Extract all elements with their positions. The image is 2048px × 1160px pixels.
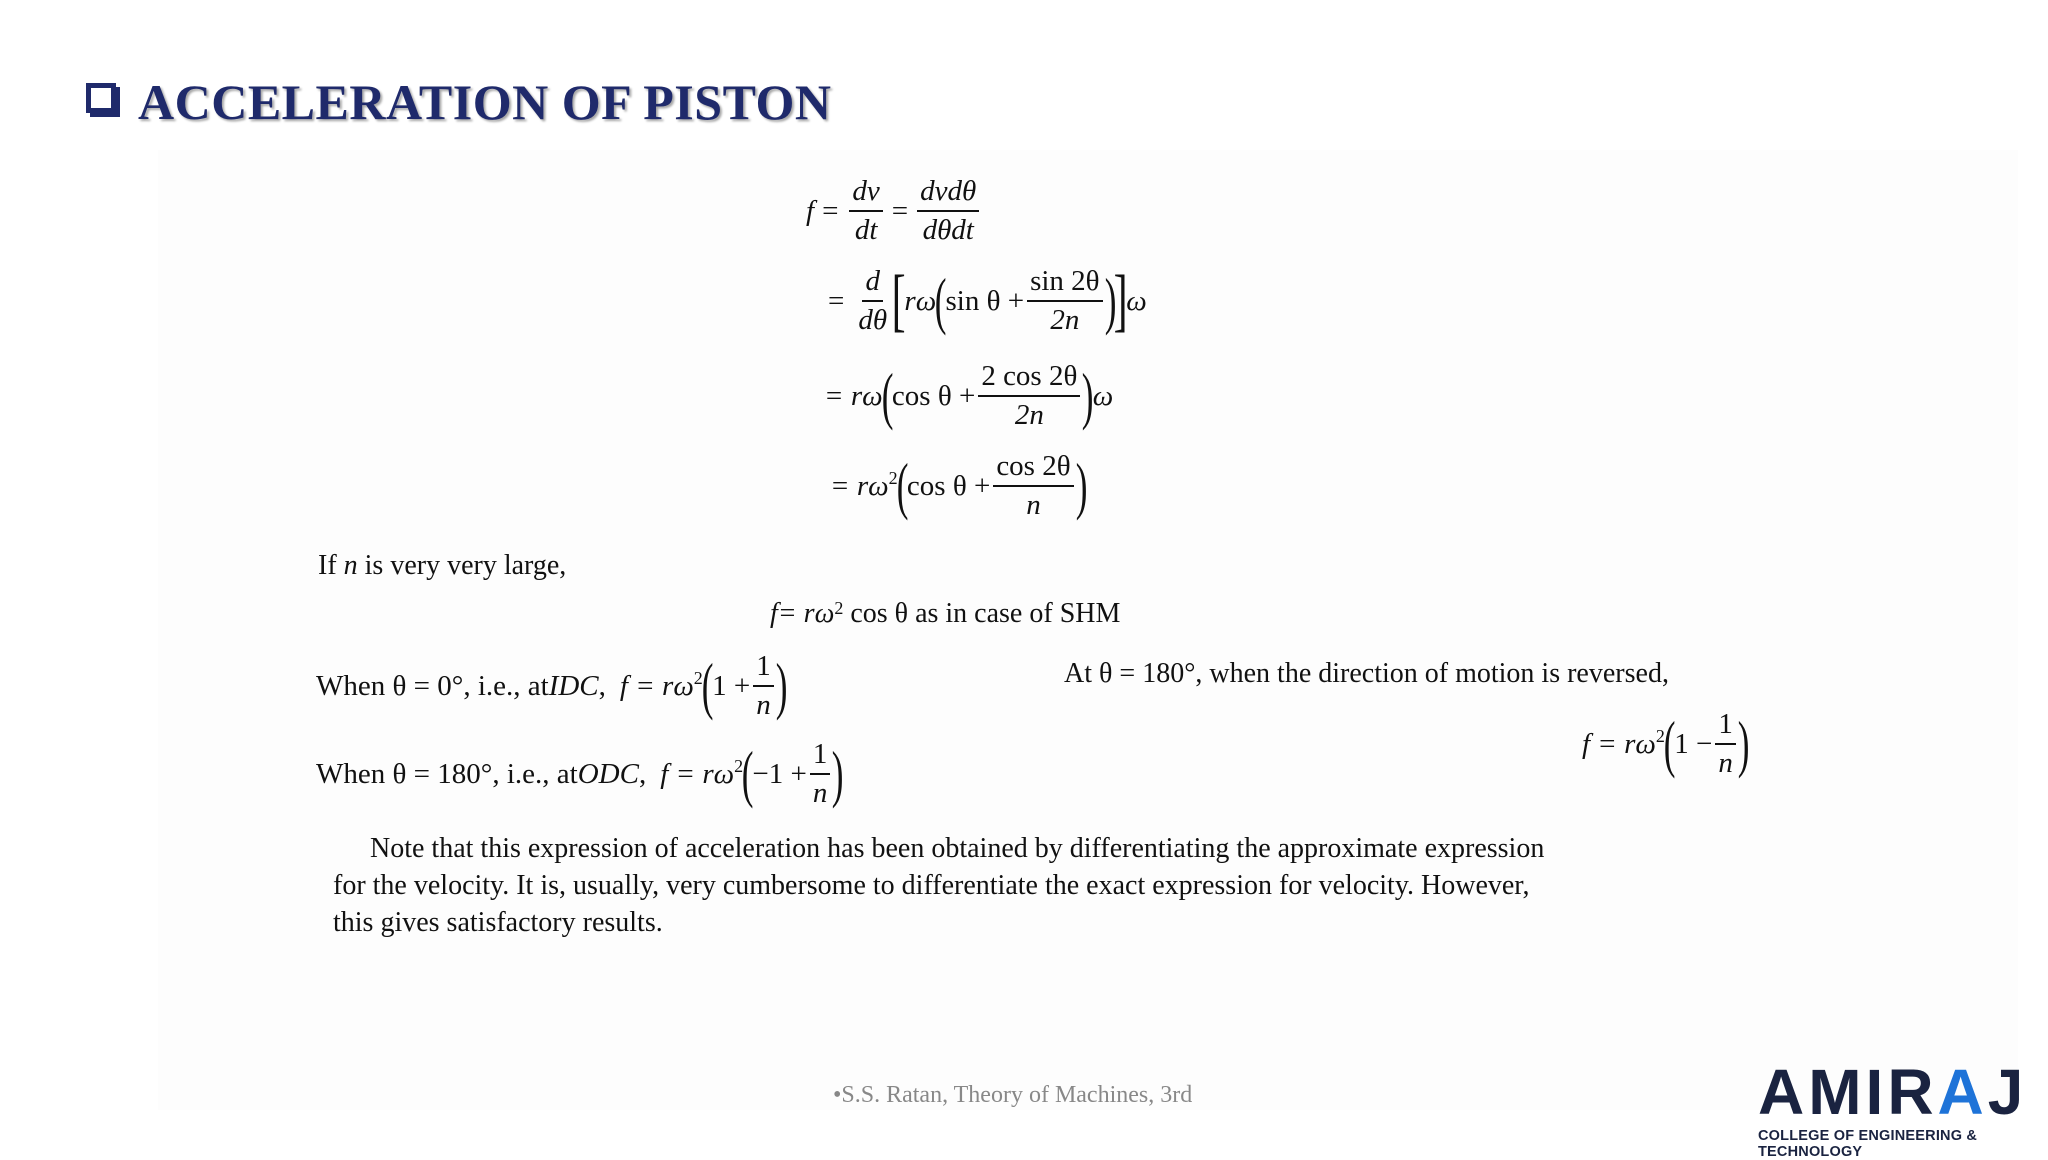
college-logo — [1758, 1056, 2048, 1160]
fraction-dv-dt: $\frac{dv}{dt}$ — [849, 175, 882, 248]
fraction-d-dtheta: $\frac{d}{d\theta}$ — [858, 265, 888, 337]
fraction-2cos2theta: $\frac{2 \cos 2\theta}{2n}$ — [978, 360, 1080, 433]
slide-title — [86, 72, 832, 132]
equation-line-3: = rω ( cos θ + $\frac{2 \cos 2\theta}{2n}$ ) ω — [824, 360, 1114, 432]
checkbox-bullet-icon — [86, 83, 116, 113]
fraction-cos2theta-n: $\frac{\cos 2\theta}{n}$ — [993, 450, 1073, 523]
note-paragraph: Note that this expression of acceleration has been obtained by differentiating the approximate expression for the velocity. It is, usually, very cumbersome to differentiate the exact expression for velocity. However, this gives satisfactory results. — [333, 833, 1545, 938]
equation-line-1: f = $\frac{dv}{dt}$ = $\frac{\text{dvdθ}}{\text{dθdt}}$ — [806, 175, 982, 248]
logo-subtitle: COLLEGE OF ENGINEERING & TECHNOLOGY — [1758, 1128, 1978, 1160]
equation-line-2: = $\frac{d}{d\theta}$ [ rω ( sin θ + $\frac{\sin 2\theta}{2n}$ ) ] ω — [828, 262, 1147, 340]
equation-line-4: = rω $^2$ ( cos θ + $\frac{\cos 2\theta}{n}$ ) — [830, 450, 1088, 522]
fraction-1-n-odc: $\frac{1}{n}$ — [810, 738, 831, 811]
reversed-equation: f = rω $^2$ ( 1 − $\frac{1}{n}$ ) — [1582, 708, 1750, 780]
odc-equation: When θ = 180°, i.e., at ODC , f = rω $^2$ ( −1 + $\frac{1}{n}$ ) — [316, 738, 844, 810]
idc-equation: When θ = 0°, i.e., at IDC , f = rω $^2$ ( 1 + $\frac{1}{n}$ ) — [316, 650, 788, 722]
fraction-sin2theta: $\frac{\sin 2\theta}{2n}$ — [1027, 265, 1102, 338]
fraction-chain-rule: $\frac{\text{dvdθ}}{\text{dθdt}}$ — [917, 175, 979, 248]
citation-footer: •S.S. Ratan, Theory of Machines, 3rd — [833, 1082, 1193, 1108]
fraction-1-n-rev: $\frac{1}{n}$ — [1715, 708, 1736, 781]
title-text: ACCELERATION OF PISTON — [138, 74, 832, 130]
large-n-intro: If n is very very large, — [318, 550, 567, 581]
reversed-text: At θ = 180°, when the direction of motion is reversed, — [1064, 658, 1669, 689]
shm-equation: $f= r\omega^2$ cos θ as in case of SHM — [770, 598, 1121, 629]
fraction-1-n: $\frac{1}{n}$ — [753, 650, 774, 723]
logo-wordmark: AMIRAJ — [1758, 1056, 2028, 1128]
